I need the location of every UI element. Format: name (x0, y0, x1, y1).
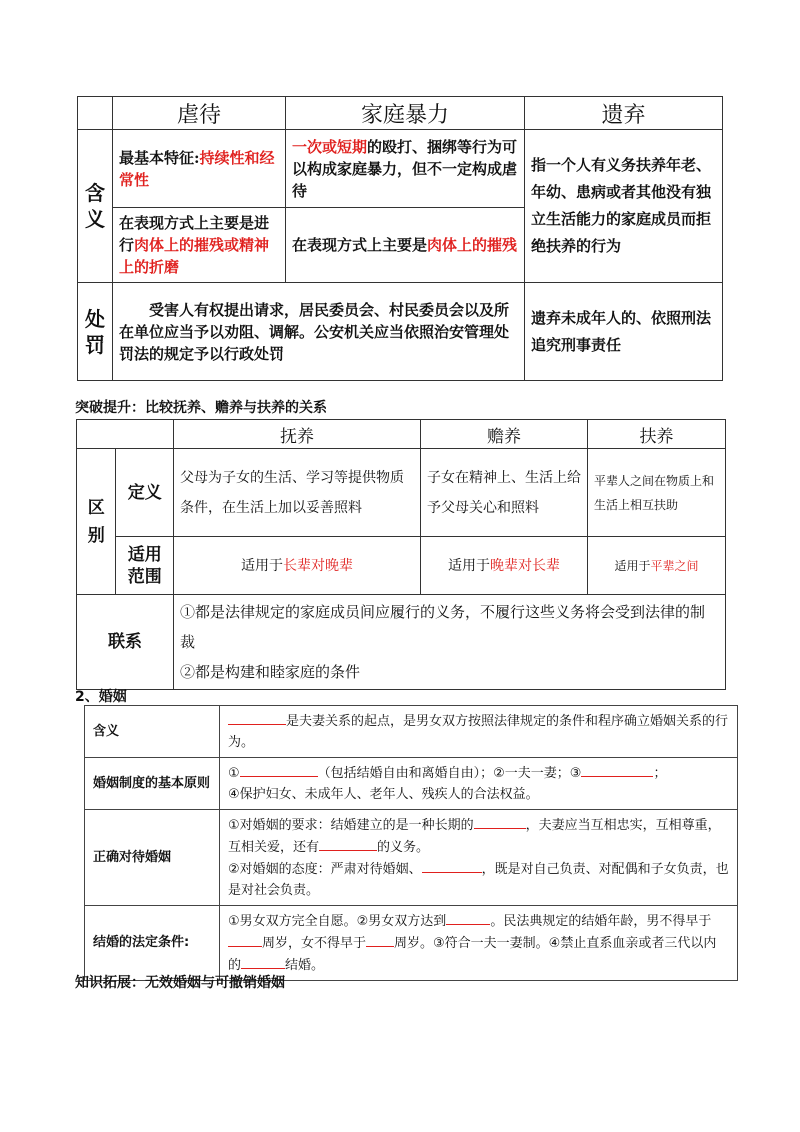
fill-blank[interactable] (228, 710, 286, 725)
scope-fuyang2: 适用于平辈之间 (588, 537, 726, 595)
fill-blank[interactable] (240, 762, 318, 777)
abuse-manner: 在表现方式上主要是进行肉体上的摧残或精神上的折磨 (113, 208, 286, 283)
row-label-marriage-meaning: 含义 (85, 706, 220, 758)
def-fuyang2: 平辈人之间在物质上和生活上相互扶助 (588, 449, 726, 537)
section-heading-breakthrough: 突破提升：比较抚养、赡养与扶养的关系 (75, 400, 327, 416)
comparison-table-abuse (77, 96, 723, 381)
fill-blank[interactable] (422, 858, 482, 873)
marriage-principles: ① （包括结婚自由和离婚自由）；②一夫一妻；③ ； ④保护妇女、未成年人、老年人、残疾人的合法权益。 (220, 758, 738, 810)
fill-blank[interactable] (241, 954, 285, 969)
fill-blank[interactable] (228, 932, 262, 947)
row-label-difference: 区别 (77, 449, 116, 595)
abuse-dv-penalty: 受害人有权提出请求，居民委员会、村民委员会以及所在单位应当予以劝阻、调解。公安机关应当依照治安管理处罚法的规定予以行政处罚 (113, 283, 525, 381)
corner-cell (78, 97, 113, 130)
section-heading-marriage: 2、婚姻 (75, 689, 127, 705)
marriage-table (84, 705, 738, 981)
marriage-conditions: ①男女双方完全自愿。②男女双方达到 。民法典规定的结婚年龄，男不得早于周岁，女不得早于 周岁。③符合一夫一妻制。④禁止直系血亲或者三代以内的 结婚。 (220, 906, 738, 981)
header-fuyang: 抚养 (174, 420, 421, 449)
marriage-attitude: ①对婚姻的要求：结婚建立的是一种长期的 ，夫妻应当互相忠实，互相尊重，互相关爱，还有 的义务。 ②对婚姻的态度：严肃对待婚姻、 ，既是对自己负责、对配偶和子女负责，也是对社会负责。 (220, 810, 738, 906)
header-abuse: 虐待 (113, 97, 286, 130)
row-label-scope: 适用范围 (116, 537, 174, 595)
row-label-correct-attitude: 正确对待婚姻 (85, 810, 220, 906)
row-label-definition: 定义 (116, 449, 174, 537)
fill-blank[interactable] (319, 836, 377, 851)
def-fuyang: 父母为子女的生活、学习等提供物质条件，在生活上加以妥善照料 (174, 449, 421, 537)
def-shanyang: 子女在精神上、生活上给予父母关心和照料 (421, 449, 588, 537)
row-label-legal-conditions: 结婚的法定条件: (85, 906, 220, 981)
dv-manner: 在表现方式上主要是肉体上的摧残 (286, 208, 525, 283)
section-heading-extension: 知识拓展：无效婚姻与可撤销婚姻 (75, 975, 285, 991)
abandon-penalty: 遗弃未成年人的、依照刑法追究刑事责任 (525, 283, 723, 381)
connection-text: ①都是法律规定的家庭成员间应履行的义务，不履行这些义务将会受到法律的制裁 ②都是构建和睦家庭的条件 (174, 595, 726, 690)
row-label-connection: 联系 (77, 595, 174, 690)
marriage-meaning: 是夫妻关系的起点，是男女双方按照法律规定的条件和程序确立婚姻关系的行为。 (220, 706, 738, 758)
fill-blank[interactable] (581, 762, 653, 777)
header-fuyang2: 扶养 (588, 420, 726, 449)
corner-cell (77, 420, 174, 449)
abuse-feature: 最基本特征:持续性和经常性 (113, 130, 286, 208)
fill-blank[interactable] (366, 932, 394, 947)
comparison-table-support (76, 419, 726, 690)
dv-feature: 一次或短期的殴打、捆绑等行为可以构成家庭暴力，但不一定构成虐待 (286, 130, 525, 208)
row-label-penalty: 处罚 (78, 283, 113, 381)
header-abandonment: 遗弃 (525, 97, 723, 130)
abandon-meaning: 指一个人有义务扶养年老、年幼、患病或者其他没有独立生活能力的家庭成员而拒绝扶养的行为 (525, 130, 723, 283)
row-label-meaning: 含义 (78, 130, 113, 283)
row-label-principles: 婚姻制度的基本原则 (85, 758, 220, 810)
scope-fuyang: 适用于长辈对晚辈 (174, 537, 421, 595)
fill-blank[interactable] (446, 910, 490, 925)
header-domestic-violence: 家庭暴力 (286, 97, 525, 130)
header-shanyang: 赡养 (421, 420, 588, 449)
scope-shanyang: 适用于晚辈对长辈 (421, 537, 588, 595)
fill-blank[interactable] (474, 814, 526, 829)
